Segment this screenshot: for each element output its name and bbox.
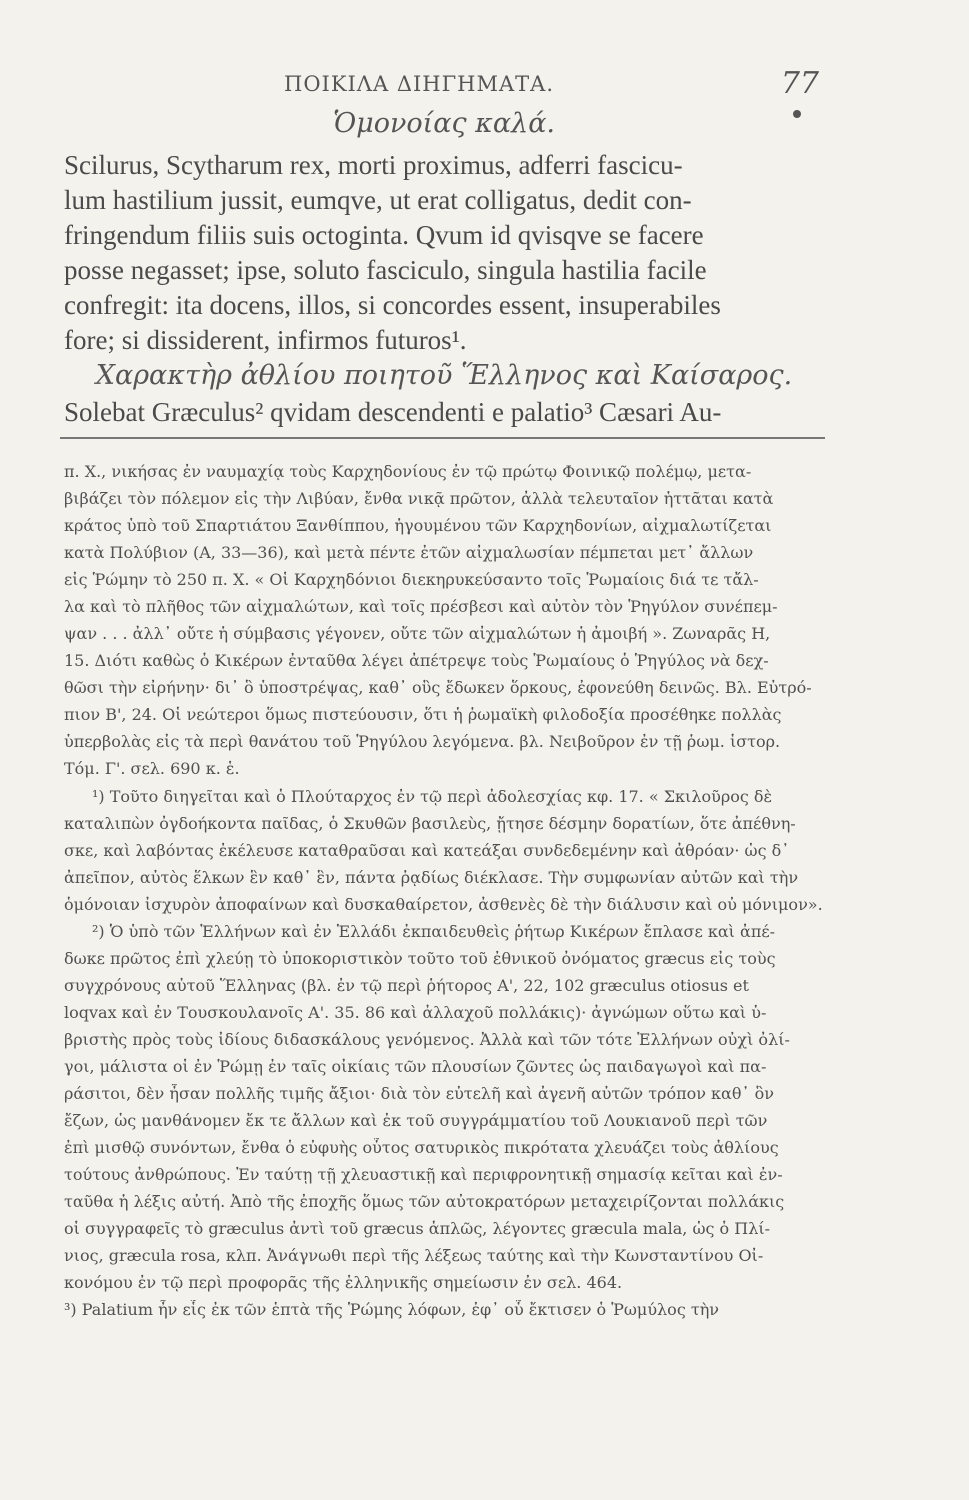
footnote-line: κράτος ὑπὸ τοῦ Σπαρτιάτου Ξανθίππου, ἡγουμένου τῶν Καρχηδονίων, αἰχμαλωτίζεται — [64, 516, 772, 535]
footnote-line: θῶσι τὴν εἰρήνην· δι᾽ ὃ ὑποστρέψας, καθ᾽ οὓς ἔδωκεν ὅρκους, ἐφονεύθη δεινῶς. Βλ. Εὐτρό- — [64, 678, 812, 697]
footnote-line: π. Χ., νικήσας ἐν ναυμαχίᾳ τοὺς Καρχηδονίους ἐν τῷ πρώτῳ Φοινικῷ πολέμῳ, μετα- — [64, 462, 752, 481]
footnote-line: οἱ συγγραφεῖς τὸ græculus ἀντὶ τοῦ græcus ἁπλῶς, λέγοντες græcula mala, ὡς ὁ Πλί- — [64, 1219, 771, 1238]
text-line: posse negasset; ipse, soluto fasciculo, singula hastilia facile — [64, 255, 707, 285]
text-line: lum hastilium jussit, eumqve, ut erat colligatus, dedit con- — [64, 185, 692, 215]
footnote-rule — [60, 437, 825, 439]
footnote-line: κατὰ Πολύβιον (Α, 33—36), καὶ μετὰ πέντε ἐτῶν αἰχμαλωσίαν πέμπεται μετ᾽ ἄλλων — [64, 543, 754, 562]
running-title: ΠΟΙΚΙΛΑ ΔΙΗΓΗΜΑΤΑ. — [284, 72, 554, 96]
footnote-line: ἔζων, ὡς μανθάνομεν ἔκ τε ἄλλων καὶ ἐκ τοῦ συγγράμματίου τοῦ Λουκιανοῦ περὶ τῶν — [64, 1111, 768, 1130]
footnote-line: δωκε πρῶτος ἐπὶ χλεύῃ τὸ ὑποκοριστικὸν τοῦτο τοῦ ἐθνικοῦ ὀνόματος græcus εἰς τοὺς — [64, 949, 776, 968]
footnote-line: ὑπερβολὰς εἰς τὰ περὶ θανάτου τοῦ Ῥηγύλου λεγόμενα. βλ. Νειβοῦρον ἐν τῇ ῥωμ. ἱστορ. — [64, 732, 781, 751]
footnote-line: νιος, græcula rosa, κλπ. Ἀνάγνωθι περὶ τῆς λέξεως ταύτης καὶ τὴν Κωνσταντίνου Οἰ- — [64, 1246, 764, 1265]
footnote-1-line: ¹) Τοῦτο διηγεῖται καὶ ὁ Πλούταρχος ἐν τῷ περὶ ἀδολεσχίας κφ. 17. « Σκιλοῦρος δὲ — [92, 787, 773, 806]
footnote-line: ψαν . . . ἀλλ᾽ οὔτε ἡ σύμβασις γέγονεν, οὔτε τῶν αἰχμαλώτων ἡ ἀμοιβή ». Ζωναρᾶς Η, — [64, 624, 771, 643]
section-title-poet: Χαρακτὴρ ἀθλίου ποιητοῦ Ἕλληνος καὶ Καίσαρος. — [95, 360, 793, 391]
section-title-concord: Ὁμονοίας καλά. — [332, 108, 556, 139]
footnote-line: ταῦθα ἡ λέξις αὐτή. Ἀπὸ τῆς ἐποχῆς ὅμως τῶν αὐτοκρατόρων μεταχειρίζονται πολλάκις — [64, 1192, 785, 1211]
footnote-line: ράσιτοι, δὲν ἦσαν πολλῆς τιμῆς ἄξιοι· διὰ τὸν εὐτελῆ καὶ ἀγενῆ αὐτῶν τρόπον καθ᾽ ὃν — [64, 1084, 774, 1103]
footnote-line: εἰς Ῥώμην τὸ 250 π. Χ. « Οἱ Καρχηδόνιοι διεκηρυκεύσαντο τοῖς Ῥωμαίοις διά τε τἄλ- — [64, 570, 759, 589]
footnote-line: λα καὶ τὸ πλῆθος τῶν αἰχμαλώτων, καὶ τοῖς πρέσβεσι καὶ αὐτὸν τὸν Ῥηγύλον συνέπεμ- — [64, 597, 778, 616]
text-line: fringendum filiis suis octoginta. Qvum id qvisqve se facere — [64, 220, 704, 250]
footnote-line: 15. Διότι καθὼς ὁ Κικέρων ἐνταῦθα λέγει ἀπέτρεψε τοὺς Ῥωμαίους ὁ Ῥηγύλος νὰ δεχ- — [64, 651, 769, 670]
footnote-line: ἐπὶ μισθῷ συνόντων, ἔνθα ὁ εὐφυὴς οὗτος σατυρικὸς πικρότατα χλευάζει τοὺς ἀθλίους — [64, 1138, 779, 1157]
footnote-line: ὁμόνοιαν ἰσχυρὸν ἀποφαίνων καὶ δυσκαθαίρετον, ἀσθενὲς δὲ τὴν διάλυσιν καὶ οὐ μόνιμον». — [64, 895, 823, 914]
footnote-line: πιον Β', 24. Οἱ νεώτεροι ὅμως πιστεύουσιν, ὅτι ἡ ῥωμαϊκὴ φιλοδοξία προσέθηκε πολλὰς — [64, 705, 782, 724]
text-line: Scilurus, Scytharum rex, morti proximus, adferri fascicu- — [64, 150, 683, 180]
footnote-line: τούτους ἀνθρώπους. Ἐν ταύτῃ τῇ χλευαστικῇ καὶ περιφρονητικῇ σημασίᾳ κεῖται καὶ ἐν- — [64, 1165, 783, 1184]
footnote-line: Τόμ. Γ'. σελ. 690 κ. ἑ. — [64, 759, 240, 778]
text-line: Solebat Græculus² qvidam descendenti e palatio³ Cæsari Au- — [64, 397, 722, 427]
footnote-line: βριστὴς πρὸς τοὺς ἰδίους διδασκάλους γενόμενος. Ἀλλὰ καὶ τῶν τότε Ἑλλήνων οὐχὶ ὀλί- — [64, 1030, 790, 1049]
text-line: confregit: ita docens, illos, si concordes essent, insuperabiles — [64, 290, 721, 320]
footnote-line: ³) Palatium ἦν εἷς ἐκ τῶν ἑπτὰ τῆς Ῥώμης λόφων, ἐφ᾽ οὗ ἔκτισεν ὁ Ῥωμύλος τὴν — [64, 1300, 720, 1319]
footnote-line: κονόμου ἐν τῷ περὶ προφορᾶς τῆς ἑλληνικῆς σημείωσιν ἐν σελ. 464. — [64, 1273, 623, 1292]
page-number: 77 — [780, 66, 819, 101]
footnote-line: καταλιπὼν ὀγδοήκοντα παῖδας, ὁ Σκυθῶν βασιλεὺς, ᾔτησε δέσμην δορατίων, ὅτε ἀπέθνη- — [64, 814, 796, 833]
footnote-line: ἀπεῖπον, αὐτὸς ἕλκων ἓν καθ᾽ ἓν, πάντα ῥᾳδίως διέκλασε. Τὴν συμφωνίαν αὐτῶν καὶ τὴν — [64, 868, 799, 887]
footnote-line: σκε, καὶ λαβόντας ἐκέλευσε καταθραῦσαι καὶ κατεάξαι συνδεδεμένην καὶ ἀθρόαν· ὡς δ᾽ — [64, 841, 790, 860]
page-header — [64, 66, 819, 106]
text-line: fore; si dissiderent, infirmos futuros¹. — [64, 325, 467, 355]
footnote-line: συγχρόνους αὐτοῦ Ἕλληνας (βλ. ἐν τῷ περὶ ῥήτορος Α', 22, 102 græculus otiosus et — [64, 976, 749, 995]
footnote-line: βιβάζει τὸν πόλεμον εἰς τὴν Λιβύαν, ἔνθα νικᾷ πρῶτον, ἀλλὰ τελευταῖον ἡττᾶται κατὰ — [64, 489, 774, 508]
footnote-line: γοι, μάλιστα οἱ ἐν Ῥώμῃ ἐν ταῖς οἰκίαις τῶν πλουσίων ζῶντες ὡς παιδαγωγοὶ καὶ πα- — [64, 1057, 767, 1076]
footnote-2-line: ²) Ὁ ὑπὸ τῶν Ἑλλήνων καὶ ἐν Ἑλλάδι ἐκπαιδευθεὶς ῥήτωρ Κικέρων ἔπλασε καὶ ἀπέ- — [92, 922, 776, 941]
footnote-line: loqvax καὶ ἐν Τουσκουλανοῖς Α'. 35. 86 καὶ ἀλλαχοῦ πολλάκις)· ἀγνώμων οὕτω καὶ ὑ- — [64, 1003, 767, 1022]
